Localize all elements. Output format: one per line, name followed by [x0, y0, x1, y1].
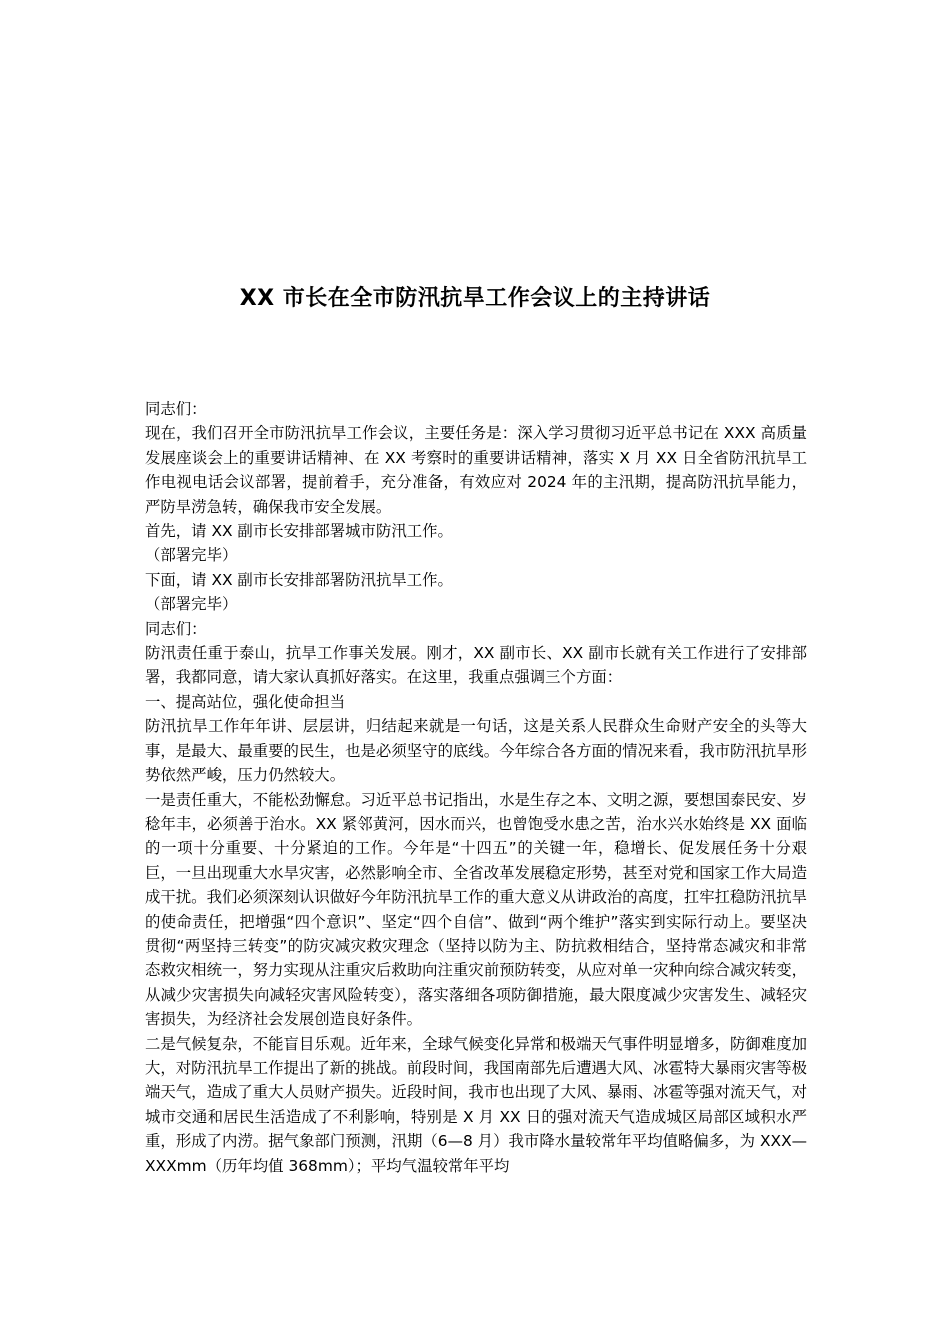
paragraph: 现在，我们召开全市防汛抗旱工作会议，主要任务是：深入学习贯彻习近平总书记在 XXX 高质量发展座谈会上的重要讲话精神、在 XX 考察时的重要讲话精神，落实 X 月 XX 日全省防汛抗旱工作电视电话会议部署，提前着手，充分准备，有效应对 2024 年的主汛期，提高防汛抗旱能力，严防旱涝急转，确保我市安全发展。	[145, 424, 807, 516]
paragraph: （部署完毕）	[145, 546, 238, 565]
paragraph: 下面，请 XX 副市长安排部署防汛抗旱工作。	[145, 570, 453, 589]
paragraph: 防汛抗旱工作年年讲、层层讲，归结起来就是一句话，这是关系人民群众生命财产安全的头等大事，是最大、最重要的民生，也是必须坚守的底线。今年综合各方面的情况来看，我市防汛抗旱形势依然严峻，压力仍然较大。	[145, 717, 807, 785]
document-body	[145, 397, 807, 1178]
section-heading: 一、提高站位，强化使命担当	[145, 692, 346, 711]
paragraph: 同志们：	[145, 619, 207, 638]
paragraph: 一是责任重大，不能松劲懈怠。习近平总书记指出，水是生存之本、文明之源，要想国泰民安、岁稔年丰，必须善于治水。XX 紧邻黄河，因水而兴，也曾饱受水患之苦，治水兴水始终是 XX 面临的一项十分重要、十分紧迫的工作。今年是“十四五”的关键一年，稳增长、促发展任务十分艰巨，一旦出现重大水旱灾害，必然影响全市、全省改革发展稳定形势，甚至对党和国家工作大局造成干扰。我们必须深刻认识做好今年防汛抗旱工作的重大意义从讲政治的高度，扛牢扛稳防汛抗旱的使命责任，把增强“四个意识”、坚定“四个自信”、做到“两个维护”落实到实际行动上。要坚决贯彻“两坚持三转变”的防灾减灾救灾理念（坚持以防为主、防抗救相结合，坚持常态减灾和非常态救灾相统一，努力实现从注重灾后救助向注重灾前预防转变，从应对单一灾种向综合减灾转变，从减少灾害损失向减轻灾害风险转变），落实落细各项防御措施，最大限度减少灾害发生、减轻灾害损失，为经济社会发展创造良好条件。	[145, 790, 807, 1029]
paragraph: 同志们：	[145, 400, 207, 418]
document-title: XX 市长在全市防汛抗旱工作会议上的主持讲话	[239, 286, 711, 311]
paragraph: （部署完毕）	[145, 595, 238, 614]
paragraph: 二是气候复杂，不能盲目乐观。近年来，全球气候变化异常和极端天气事件明显增多，防御难度加大，对防汛抗旱工作提出了新的挑战。前段时间，我国南部先后遭遇大风、冰雹特大暴雨灾害等极端天气，造成了重大人员财产损失。近段时间，我市也出现了大风、暴雨、冰雹等强对流天气，对城市交通和居民生活造成了不利影响，特别是 X 月 XX 日的强对流天气造成城区局部区域积水严重，形成了内涝。据气象部门预测，汛期（6—8 月）我市降水量较常年平均值略偏多，为 XXX—XXXmm（历年均值 368mm）；平均气温较常年平均	[145, 1034, 807, 1175]
paragraph: 防汛责任重于泰山，抗旱工作事关发展。刚才，XX 副市长、XX 副市长就有关工作进行了安排部署，我都同意，请大家认真抓好落实。在这里，我重点强调三个方面：	[145, 644, 807, 687]
paragraph: 首先，请 XX 副市长安排部署城市防汛工作。	[145, 522, 453, 541]
